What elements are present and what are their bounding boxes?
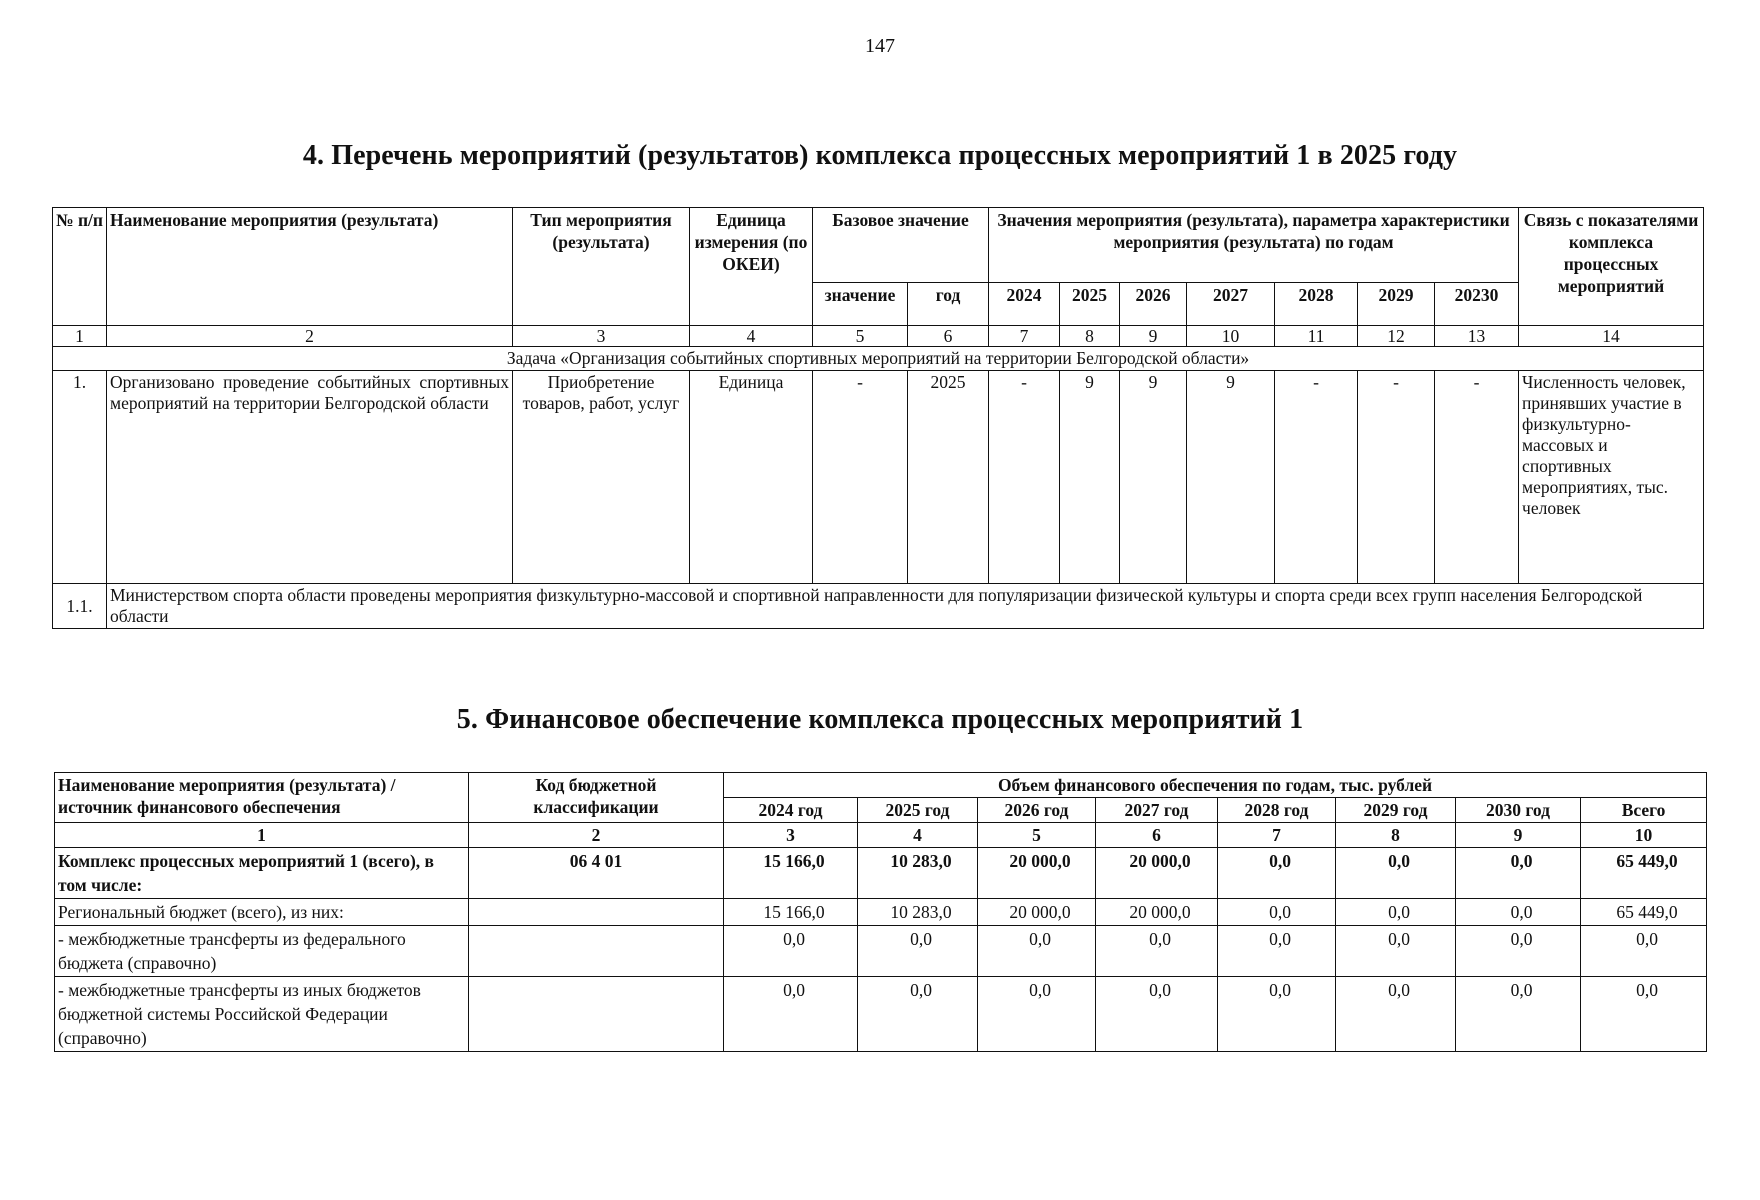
fin-column-numbers-row: [55, 823, 1707, 848]
fin-row-value: 0,0: [724, 926, 858, 977]
header-link: Связь с показателями комплекса процессных мероприятий: [1519, 208, 1704, 326]
column-number: 6: [1096, 823, 1218, 848]
row-value: -: [989, 371, 1060, 584]
fin-row-value: 0,0: [978, 926, 1096, 977]
fin-row-complex: [55, 848, 1707, 899]
fin-row-value: 10 283,0: [858, 848, 978, 899]
fin-row-value: 0,0: [1218, 977, 1336, 1052]
fin-row-regional: [55, 899, 1707, 926]
fin-row-value: 0,0: [1218, 848, 1336, 899]
column-number: 3: [513, 326, 690, 347]
header-year: 2025: [1060, 283, 1120, 326]
row-base-value: -: [813, 371, 908, 584]
column-number: 7: [1218, 823, 1336, 848]
fin-row-value: 0,0: [978, 977, 1096, 1052]
fin-row-code: 06 4 01: [469, 848, 724, 899]
fin-row-value: 20 000,0: [978, 848, 1096, 899]
section-5-title: 5. Финансовое обеспечение комплекса процессных мероприятий 1: [456, 704, 1304, 735]
fin-header-year: 2027 год: [1096, 798, 1218, 823]
column-number: 11: [1275, 326, 1358, 347]
header-year: 2026: [1120, 283, 1187, 326]
fin-row-value: 0,0: [1096, 926, 1218, 977]
fin-row-value: 0,0: [858, 977, 978, 1052]
row-link: Численность человек, принявших участие в физкультурно-массовых и спортивных мероприятиях, тыс. человек: [1519, 371, 1704, 584]
fin-header-year: 2029 год: [1336, 798, 1456, 823]
column-number: 7: [989, 326, 1060, 347]
fin-row-code: [469, 899, 724, 926]
section-4-title: 4. Перечень мероприятий (результатов) комплекса процессных мероприятий 1 в 2025 году: [302, 140, 1458, 171]
column-number: 13: [1435, 326, 1519, 347]
header-year: 2027: [1187, 283, 1275, 326]
row-value: -: [1435, 371, 1519, 584]
fin-row-name: Комплекс процессных мероприятий 1 (всего), в том числе:: [55, 848, 469, 899]
row-unit: Единица: [690, 371, 813, 584]
column-number: 6: [908, 326, 989, 347]
fin-row-value: 0,0: [1456, 977, 1581, 1052]
header-base-year: год: [908, 283, 989, 326]
row-value: 9: [1187, 371, 1275, 584]
fin-row-value: 0,0: [1336, 899, 1456, 926]
column-number: 2: [107, 326, 513, 347]
row-num: 1.: [53, 371, 107, 584]
fin-row-value: 0,0: [1336, 926, 1456, 977]
fin-row-value: 0,0: [858, 926, 978, 977]
column-number: 1: [53, 326, 107, 347]
fin-row-name: - межбюджетные трансферты из федерального бюджета (справочно): [55, 926, 469, 977]
subactivity-row: [53, 584, 1704, 629]
fin-row-federal: [55, 926, 1707, 977]
column-number: 12: [1358, 326, 1435, 347]
row-type: Приобретение товаров, работ, услуг: [513, 371, 690, 584]
column-numbers-row: [53, 326, 1704, 347]
activities-table: [52, 207, 1704, 629]
page-number: 147: [865, 35, 895, 57]
subrow-text: Министерством спорта области проведены мероприятия физкультурно-массовой и спортивной направленности для популяризации физической культуры и спорта среди всех групп населения Белгородской области: [107, 584, 1704, 629]
row-value: -: [1358, 371, 1435, 584]
task-row: Задача «Организация событийных спортивных мероприятий на территории Белгородской области»: [53, 347, 1704, 371]
header-type: Тип мероприятия (результата): [513, 208, 690, 326]
subrow-num: 1.1.: [53, 584, 107, 629]
activity-row: [53, 371, 1704, 584]
header-values: Значения мероприятия (результата), параметра характеристики мероприятия (результата) по годам: [989, 208, 1519, 283]
column-number: 5: [978, 823, 1096, 848]
fin-row-value: 0,0: [1336, 977, 1456, 1052]
fin-row-code: [469, 977, 724, 1052]
row-base-year: 2025: [908, 371, 989, 584]
header-num: № п/п: [53, 208, 107, 326]
fin-row-name: Региональный бюджет (всего), из них:: [55, 899, 469, 926]
header-year: 2029: [1358, 283, 1435, 326]
fin-header-year: 2024 год: [724, 798, 858, 823]
row-name: Организовано проведение событийных спортивных мероприятий на территории Белгородской области: [107, 371, 513, 584]
header-base: Базовое значение: [813, 208, 989, 283]
fin-header-year: 2026 год: [978, 798, 1096, 823]
fin-row-total: 0,0: [1581, 926, 1707, 977]
row-value: -: [1275, 371, 1358, 584]
fin-row-total: 0,0: [1581, 977, 1707, 1052]
fin-header-name: Наименование мероприятия (результата) /источник финансового обеспечения: [55, 773, 469, 823]
fin-row-value: 0,0: [1456, 926, 1581, 977]
column-number: 8: [1060, 326, 1120, 347]
fin-row-code: [469, 926, 724, 977]
header-year: 2024: [989, 283, 1060, 326]
header-unit: Единица измерения (по ОКЕИ): [690, 208, 813, 326]
header-year: 20230: [1435, 283, 1519, 326]
fin-header-year: 2030 год: [1456, 798, 1581, 823]
column-number: 4: [690, 326, 813, 347]
fin-row-value: 15 166,0: [724, 899, 858, 926]
fin-row-total: 65 449,0: [1581, 848, 1707, 899]
fin-header-volume: Объем финансового обеспечения по годам, тыс. рублей: [724, 773, 1707, 798]
fin-row-value: 15 166,0: [724, 848, 858, 899]
column-number: 10: [1187, 326, 1275, 347]
fin-row-name: - межбюджетные трансферты из иных бюджетов бюджетной системы Российской Федерации (справочно): [55, 977, 469, 1052]
fin-row-value: 0,0: [1456, 848, 1581, 899]
fin-header-total: Всего: [1581, 798, 1707, 823]
fin-row-value: 0,0: [1096, 977, 1218, 1052]
fin-row-value: 0,0: [1218, 926, 1336, 977]
column-number: 8: [1336, 823, 1456, 848]
fin-header-code: Код бюджетной классификации: [469, 773, 724, 823]
header-name: Наименование мероприятия (результата): [107, 208, 513, 326]
column-number: 3: [724, 823, 858, 848]
fin-row-value: 0,0: [1218, 899, 1336, 926]
fin-row-value: 20 000,0: [978, 899, 1096, 926]
column-number: 4: [858, 823, 978, 848]
column-number: 14: [1519, 326, 1704, 347]
column-number: 5: [813, 326, 908, 347]
header-base-value: значение: [813, 283, 908, 326]
fin-row-total: 65 449,0: [1581, 899, 1707, 926]
fin-row-value: 20 000,0: [1096, 899, 1218, 926]
fin-row-value: 10 283,0: [858, 899, 978, 926]
row-value: 9: [1120, 371, 1187, 584]
fin-row-other-budgets: [55, 977, 1707, 1052]
column-number: 9: [1120, 326, 1187, 347]
fin-row-value: 0,0: [1336, 848, 1456, 899]
column-number: 2: [469, 823, 724, 848]
column-number: 10: [1581, 823, 1707, 848]
fin-row-value: 0,0: [1456, 899, 1581, 926]
finance-table: [54, 772, 1707, 1052]
row-value: 9: [1060, 371, 1120, 584]
fin-header-year: 2025 год: [858, 798, 978, 823]
column-number: 9: [1456, 823, 1581, 848]
fin-row-value: 20 000,0: [1096, 848, 1218, 899]
column-number: 1: [55, 823, 469, 848]
fin-header-year: 2028 год: [1218, 798, 1336, 823]
header-year: 2028: [1275, 283, 1358, 326]
fin-row-value: 0,0: [724, 977, 858, 1052]
